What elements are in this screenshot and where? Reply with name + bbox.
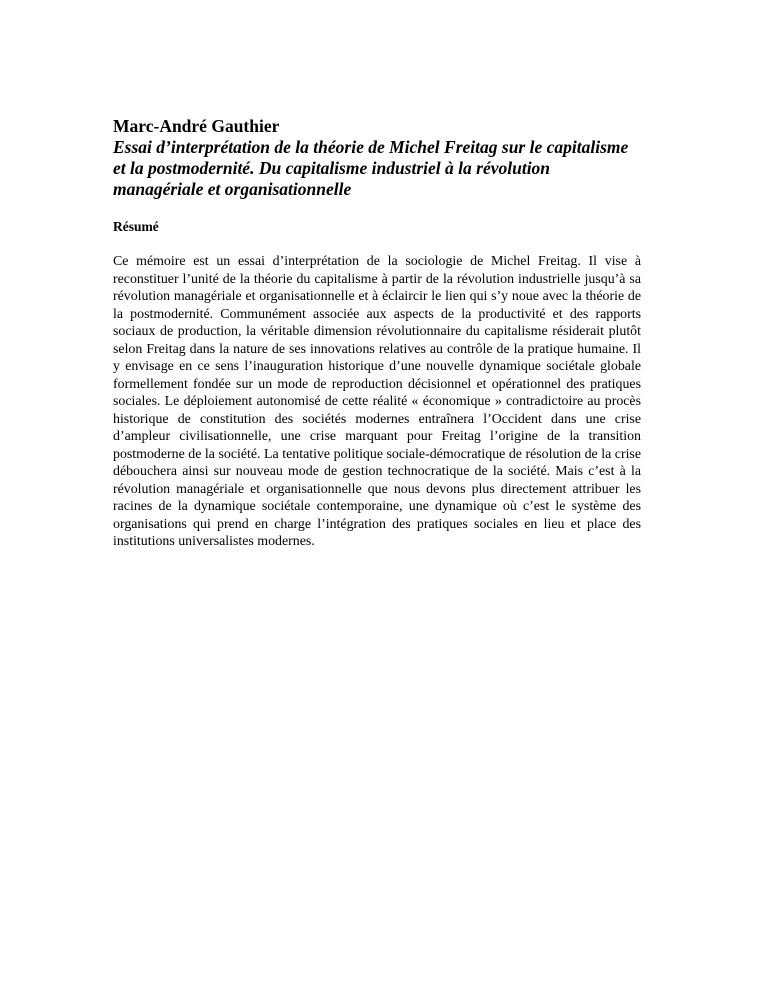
author-name: Marc-André Gauthier (113, 116, 280, 136)
thesis-title: Essai d’interprétation de la théorie de Michel Freitag sur le capitalisme et la postmodernité. Du capitalisme industriel à la révolution managériale et organisationnelle (113, 137, 629, 199)
document-page (113, 116, 641, 551)
section-heading: Résumé (113, 219, 159, 234)
abstract-paragraph: Ce mémoire est un essai d’interprétation de la sociologie de Michel Freitag. Il vise à reconstituer l’unité de la théorie du capitalisme à partir de la révolution industrielle jusqu’à sa révolution managériale et organisationnelle et à éclaircir le lien qui s’y noue avec la théorie de la postmodernité. Communément associée aux aspects de la productivité et des rapports sociaux de production, la véritable dimension révolutionnaire du capitalisme résiderait plutôt selon Freitag dans la nature de ses innovations relatives au contrôle de la pratique humaine. Il y envisage en ce sens l’inauguration historique d’une nouvelle dynamique sociétale globale formellement fondée sur un mode de reproduction décisionnel et opérationnel des pratiques sociales. Le déploiement autonomisé de cette réalité « économique » contradictoire au procès historique de constitution des sociétés modernes entraînera l’Occident dans une crise d’ampleur civilisationnelle, une crise marquant pour Freitag l’origine de la transition postmoderne de la société. La tentative politique sociale-démocratique de résolution de la crise débouchera ainsi sur nouveau mode de gestion technocratique de la société. Mais c’est à la révolution managériale et organisationnelle que nous devons plus directement attribuer les racines de la dynamique sociétale contemporaine, une dynamique où c’est le système des organisations qui prend en charge l’intégration des pratiques sociales en lieu et place des institutions universalistes modernes. (113, 254, 641, 549)
